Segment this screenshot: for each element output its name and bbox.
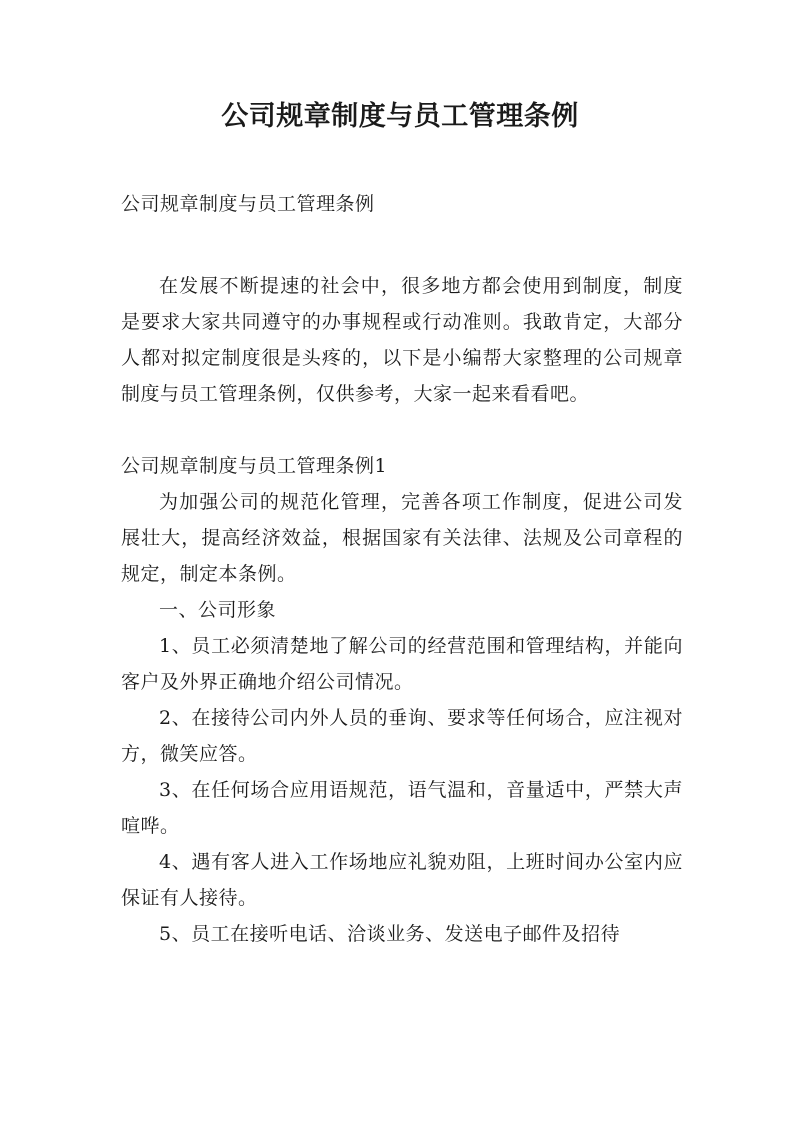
list-item: 5、员工在接听电话、洽谈业务、发送电子邮件及招待 xyxy=(159,923,621,945)
document-title: 公司规章制度与员工管理条例 xyxy=(221,101,579,132)
intro-paragraph: 在发展不断提速的社会中，很多地方都会使用到制度，制度是要求大家共同遵守的办事规程或行动准则。我敢肯定，大部分人都对拟定制度很是头疼的，以下是小编帮大家整理的公司规章制度与员工管理条例，仅供参考，大家一起来看看吧。 xyxy=(121,275,683,405)
document-body xyxy=(121,186,683,952)
list-item: 4、遇有客人进入工作场地应礼貌劝阻，上班时间办公室内应保证有人接待。 xyxy=(121,851,683,909)
list-item: 1、员工必须清楚地了解公司的经营范围和管理结构，并能向客户及外界正确地介绍公司情况。 xyxy=(121,635,683,693)
chapter-heading: 一、公司形象 xyxy=(159,599,277,621)
list-item: 3、在任何场合应用语规范，语气温和，音量适中，严禁大声喧哗。 xyxy=(121,779,683,837)
document-subtitle: 公司规章制度与员工管理条例 xyxy=(121,193,375,215)
section-intro-paragraph: 为加强公司的规范化管理，完善各项工作制度，促进公司发展壮大，提高经济效益，根据国家有关法律、法规及公司章程的规定，制定本条例。 xyxy=(121,491,683,585)
section-title: 公司规章制度与员工管理条例1 xyxy=(121,455,388,477)
list-item: 2、在接待公司内外人员的垂询、要求等任何场合，应注视对方，微笑应答。 xyxy=(121,707,683,765)
